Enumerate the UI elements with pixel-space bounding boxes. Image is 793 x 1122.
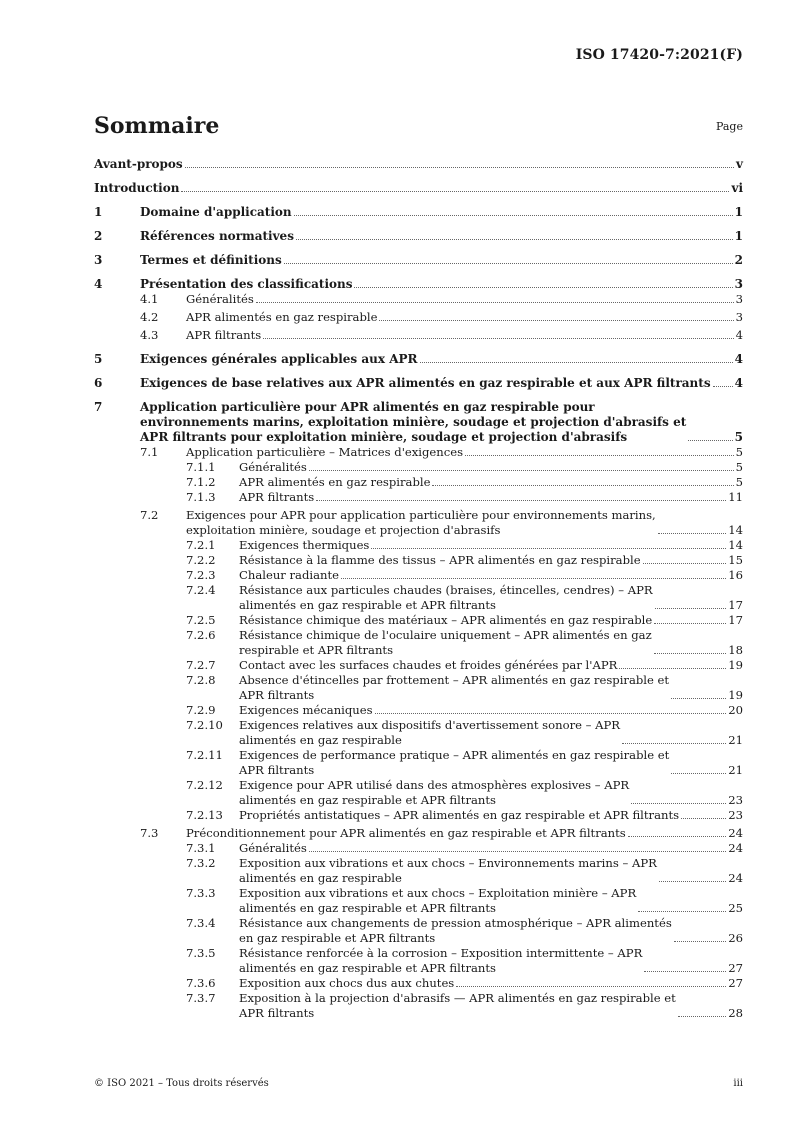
toc-entry-title: Exposition aux vibrations et aux chocs – Exploitation minière – APR alimentés en gaz respirable et APR filtrants: [239, 886, 637, 915]
toc-entry[interactable]: [94, 976, 743, 991]
toc-entry-number: 7.3.4: [186, 916, 216, 930]
toc-entry-page: 4: [734, 376, 743, 390]
toc-entry-number: 7.2.9: [186, 703, 216, 717]
toc-entry-page: 23: [728, 793, 743, 807]
toc-entry-page: 3: [734, 277, 743, 291]
toc-entry-title: Exigences de performance pratique – APR alimentés en gaz respirable et APR filtrants: [239, 748, 670, 777]
toc-entry-title: APR alimentés en gaz respirable: [186, 310, 378, 324]
toc-entry-number: 7.2.2: [186, 553, 216, 567]
toc-entry[interactable]: [94, 205, 743, 220]
toc-entry-page: 24: [728, 826, 743, 840]
toc-entry-title: Exposition aux vibrations et aux chocs – Environnements marins – APR alimentés en gaz respirable: [239, 856, 657, 885]
dot-leader: [643, 563, 727, 564]
toc-entry-number: 7.2.10: [186, 718, 223, 732]
toc-entry-number: 7.2.12: [186, 778, 223, 792]
dot-leader: [185, 167, 734, 168]
toc-entry-number: 7.2.5: [186, 613, 216, 627]
toc-entry-page: 25: [728, 901, 743, 915]
dot-leader: [619, 668, 726, 669]
dot-leader: [309, 470, 734, 471]
toc-entry-title: Résistance aux changements de pression atmosphérique – APR alimentés en gaz respirable et APR filtrants: [239, 916, 672, 945]
toc-entry[interactable]: [94, 157, 743, 172]
dot-leader: [420, 362, 733, 363]
toc-entry[interactable]: [94, 946, 743, 976]
toc-entry-page: 18: [728, 643, 743, 657]
toc-entry-number: 7.2: [140, 508, 159, 522]
toc-entry-number: 1: [94, 205, 103, 219]
toc-entry[interactable]: [94, 292, 743, 307]
toc-entry-number: 7.3: [140, 826, 159, 840]
toc-entry[interactable]: [94, 445, 743, 460]
toc-entry[interactable]: [94, 613, 743, 628]
toc-entry-page: 20: [728, 703, 743, 717]
toc-entry-page: 5: [735, 445, 743, 459]
toc-entry[interactable]: [94, 310, 743, 325]
toc-entry-title: Exigences de base relatives aux APR alimentés en gaz respirable et aux APR filtrants: [140, 376, 711, 390]
toc-entry[interactable]: [94, 460, 743, 475]
toc-entry-title: Résistance chimique des matériaux – APR alimentés en gaz respirable: [239, 613, 653, 627]
table-of-contents: [94, 157, 743, 1021]
toc-entry-page: v: [736, 157, 743, 171]
dot-leader: [658, 533, 726, 534]
page-column-label: Page: [715, 120, 743, 133]
toc-entry-page: vi: [731, 181, 743, 195]
dot-leader: [256, 302, 734, 303]
toc-entry-title: Exposition à la projection d'abrasifs — APR alimentés en gaz respirable et APR filtrants: [239, 991, 676, 1020]
toc-entry[interactable]: [94, 253, 743, 268]
toc-entry[interactable]: [94, 703, 743, 718]
toc-entry-number: 7.3.1: [186, 841, 216, 855]
toc-entry-page: 23: [728, 808, 743, 822]
toc-entry-title: Exigences relatives aux dispositifs d'avertissement sonore – APR alimentés en gaz respirable: [239, 718, 621, 747]
toc-entry-number: 4: [94, 277, 103, 291]
toc-entry[interactable]: [94, 568, 743, 583]
toc-entry-number: 7.3.7: [186, 991, 216, 1005]
dot-leader: [713, 386, 733, 387]
dot-leader: [654, 653, 727, 654]
toc-entry-title: Exposition aux chocs dus aux chutes: [239, 976, 455, 990]
toc-entry[interactable]: [94, 229, 743, 244]
dot-leader: [432, 485, 733, 486]
dot-leader: [655, 608, 727, 609]
toc-entry[interactable]: [94, 826, 743, 841]
toc-entry[interactable]: [94, 856, 743, 886]
toc-entry-number: 7.2.13: [186, 808, 223, 822]
toc-entry-page: 5: [735, 460, 743, 474]
dot-leader: [263, 338, 733, 339]
toc-entry-page: 15: [728, 553, 743, 567]
toc-entry-title: Exigences pour APR pour application particulière pour environnements marins, exploitation minière, soudage et projection d'abrasifs: [186, 508, 656, 537]
toc-entry-title: Domaine d'application: [140, 205, 292, 219]
toc-entry-title: Résistance à la flamme des tissus – APR alimentés en gaz respirable: [239, 553, 641, 567]
dot-leader: [284, 263, 733, 264]
toc-entry[interactable]: [94, 583, 743, 613]
toc-entry-number: 6: [94, 376, 103, 390]
dot-leader: [678, 1016, 726, 1017]
toc-entry-page: 3: [735, 292, 743, 306]
toc-entry-title: Avant-propos: [94, 157, 183, 171]
toc-entry[interactable]: [94, 916, 743, 946]
toc-entry-page: 11: [728, 490, 743, 504]
toc-entry-title: Généralités: [186, 292, 254, 306]
toc-entry-page: 17: [728, 613, 743, 627]
dot-leader: [456, 986, 726, 987]
dot-leader: [688, 440, 732, 441]
toc-entry-title: Résistance aux particules chaudes (braises, étincelles, cendres) – APR alimentés en gaz respirable et APR filtrants: [239, 583, 653, 612]
dot-leader: [296, 239, 733, 240]
toc-entry[interactable]: [94, 508, 743, 538]
toc-entry-title: Contact avec les surfaces chaudes et froides générées par l'APR: [239, 658, 618, 672]
toc-entry-title: Exigence pour APR utilisé dans des atmosphères explosives – APR alimentés en gaz respirable et APR filtrants: [239, 778, 630, 807]
dot-leader: [181, 191, 729, 192]
toc-entry-page: 28: [728, 1006, 743, 1020]
dot-leader: [379, 320, 733, 321]
toc-entry[interactable]: [94, 553, 743, 568]
toc-entry-number: 4.2: [140, 310, 159, 324]
toc-entry-number: 7.2.3: [186, 568, 216, 582]
footer-page-number: iii: [733, 1078, 743, 1089]
toc-entry-number: 7.1: [140, 445, 159, 459]
toc-entry-page: 19: [728, 658, 743, 672]
toc-entry-title: APR filtrants: [186, 328, 262, 342]
dot-leader: [465, 455, 734, 456]
toc-entry-number: 4.3: [140, 328, 159, 342]
toc-entry[interactable]: [94, 718, 743, 748]
toc-entry[interactable]: [94, 376, 743, 391]
toc-entry-page: 14: [728, 538, 743, 552]
toc-entry-title: Présentation des classifications: [140, 277, 353, 291]
dot-leader: [375, 713, 727, 714]
toc-entry[interactable]: [94, 277, 743, 292]
toc-entry-page: 4: [734, 352, 743, 366]
toc-entry-page: 24: [728, 841, 743, 855]
toc-entry-page: 1: [734, 229, 743, 243]
toc-entry-title: APR filtrants: [239, 490, 315, 504]
toc-entry-title: Résistance renforcée à la corrosion – Exposition intermittente – APR alimentés en gaz respirable et APR filtrants: [239, 946, 643, 975]
dot-leader: [631, 803, 726, 804]
toc-entry-number: 7.1.2: [186, 475, 216, 489]
toc-entry[interactable]: [94, 808, 743, 823]
toc-entry-title: Chaleur radiante: [239, 568, 339, 582]
dot-leader: [341, 578, 726, 579]
toc-entry-page: 24: [728, 871, 743, 885]
toc-entry-title: Introduction: [94, 181, 180, 195]
toc-entry-title: Absence d'étincelles par frottement – APR alimentés en gaz respirable et APR filtrants: [239, 673, 670, 702]
toc-entry-title: Exigences générales applicables aux APR: [140, 352, 418, 366]
toc-entry[interactable]: [94, 490, 743, 505]
dot-leader: [622, 743, 726, 744]
toc-entry-title: Application particulière – Matrices d'exigences: [186, 445, 464, 459]
toc-entry-title: Résistance chimique de l'oculaire uniquement – APR alimentés en gaz respirable et APR filtrants: [239, 628, 652, 657]
toc-entry[interactable]: [94, 991, 743, 1021]
toc-entry-page: 19: [728, 688, 743, 702]
toc-entry-number: 3: [94, 253, 103, 267]
toc-entry-page: 21: [728, 733, 743, 747]
toc-entry-number: 7.1.1: [186, 460, 216, 474]
toc-entry-number: 7: [94, 400, 103, 414]
dot-leader: [371, 548, 726, 549]
dot-leader: [671, 698, 726, 699]
toc-entry-title: Application particulière pour APR alimentés en gaz respirable pour environnements marins, exploitation minière, soudage et projection d'abrasifs et APR filtrants pour exploitation minière, soudage et projection d'abrasifs: [140, 400, 687, 444]
toc-entry-page: 27: [728, 961, 743, 975]
toc-entry-page: 3: [735, 310, 743, 324]
toc-entry[interactable]: [94, 475, 743, 490]
toc-entry-number: 7.3.3: [186, 886, 216, 900]
toc-entry-title: APR alimentés en gaz respirable: [239, 475, 431, 489]
toc-entry-title: Propriétés antistatiques – APR alimentés en gaz respirable et APR filtrants: [239, 808, 680, 822]
toc-entry-page: 16: [728, 568, 743, 582]
toc-entry-page: 26: [728, 931, 743, 945]
toc-entry-page: 4: [735, 328, 743, 342]
dot-leader: [644, 971, 726, 972]
toc-entry-title: Exigences mécaniques: [239, 703, 373, 717]
dot-leader: [354, 287, 732, 288]
toc-entry-page: 14: [728, 523, 743, 537]
toc-entry-page: 1: [734, 205, 743, 219]
toc-entry-number: 7.2.8: [186, 673, 216, 687]
dot-leader: [674, 941, 726, 942]
toc-entry-number: 7.1.3: [186, 490, 216, 504]
dot-leader: [628, 836, 726, 837]
toc-entry-number: 7.3.5: [186, 946, 216, 960]
toc-entry[interactable]: [94, 181, 743, 196]
dot-leader: [659, 881, 726, 882]
page-title: Sommaire: [94, 113, 220, 139]
dot-leader: [638, 911, 726, 912]
toc-entry-number: 7.2.1: [186, 538, 216, 552]
toc-entry[interactable]: [94, 886, 743, 916]
toc-entry-title: Termes et définitions: [140, 253, 282, 267]
toc-entry-number: 7.3.2: [186, 856, 216, 870]
toc-entry-title: Références normatives: [140, 229, 294, 243]
toc-entry-page: 21: [728, 763, 743, 777]
toc-entry-number: 2: [94, 229, 103, 243]
dot-leader: [681, 818, 726, 819]
dot-leader: [294, 215, 733, 216]
toc-entry-number: 5: [94, 352, 103, 366]
toc-entry-page: 5: [734, 430, 743, 444]
toc-entry[interactable]: [94, 841, 743, 856]
toc-entry[interactable]: [94, 628, 743, 658]
toc-entry-page: 27: [728, 976, 743, 990]
toc-entry-number: 7.2.6: [186, 628, 216, 642]
toc-entry-number: 4.1: [140, 292, 159, 306]
toc-entry[interactable]: [94, 400, 743, 445]
toc-entry[interactable]: [94, 778, 743, 808]
toc-entry-title: Généralités: [239, 460, 307, 474]
toc-entry-page: 5: [735, 475, 743, 489]
toc-entry-page: 17: [728, 598, 743, 612]
toc-entry-title: Préconditionnement pour APR alimentés en gaz respirable et APR filtrants: [186, 826, 626, 840]
dot-leader: [671, 773, 726, 774]
toc-entry-number: 7.3.6: [186, 976, 216, 990]
dot-leader: [316, 500, 726, 501]
dot-leader: [654, 623, 726, 624]
toc-entry-title: Exigences thermiques: [239, 538, 370, 552]
toc-entry-number: 7.2.11: [186, 748, 223, 762]
footer-copyright: © ISO 2021 – Tous droits réservés: [94, 1078, 269, 1089]
dot-leader: [309, 851, 726, 852]
toc-entry[interactable]: [94, 673, 743, 703]
toc-entry[interactable]: [94, 658, 743, 673]
toc-entry[interactable]: [94, 328, 743, 343]
toc-entry-number: 7.2.7: [186, 658, 216, 672]
toc-entry-number: 7.2.4: [186, 583, 216, 597]
toc-entry[interactable]: [94, 748, 743, 778]
toc-entry-page: 2: [734, 253, 743, 267]
toc-entry[interactable]: [94, 352, 743, 367]
document-id: ISO 17420-7:2021(F): [575, 47, 743, 63]
toc-entry-title: Généralités: [239, 841, 307, 855]
toc-entry[interactable]: [94, 538, 743, 553]
